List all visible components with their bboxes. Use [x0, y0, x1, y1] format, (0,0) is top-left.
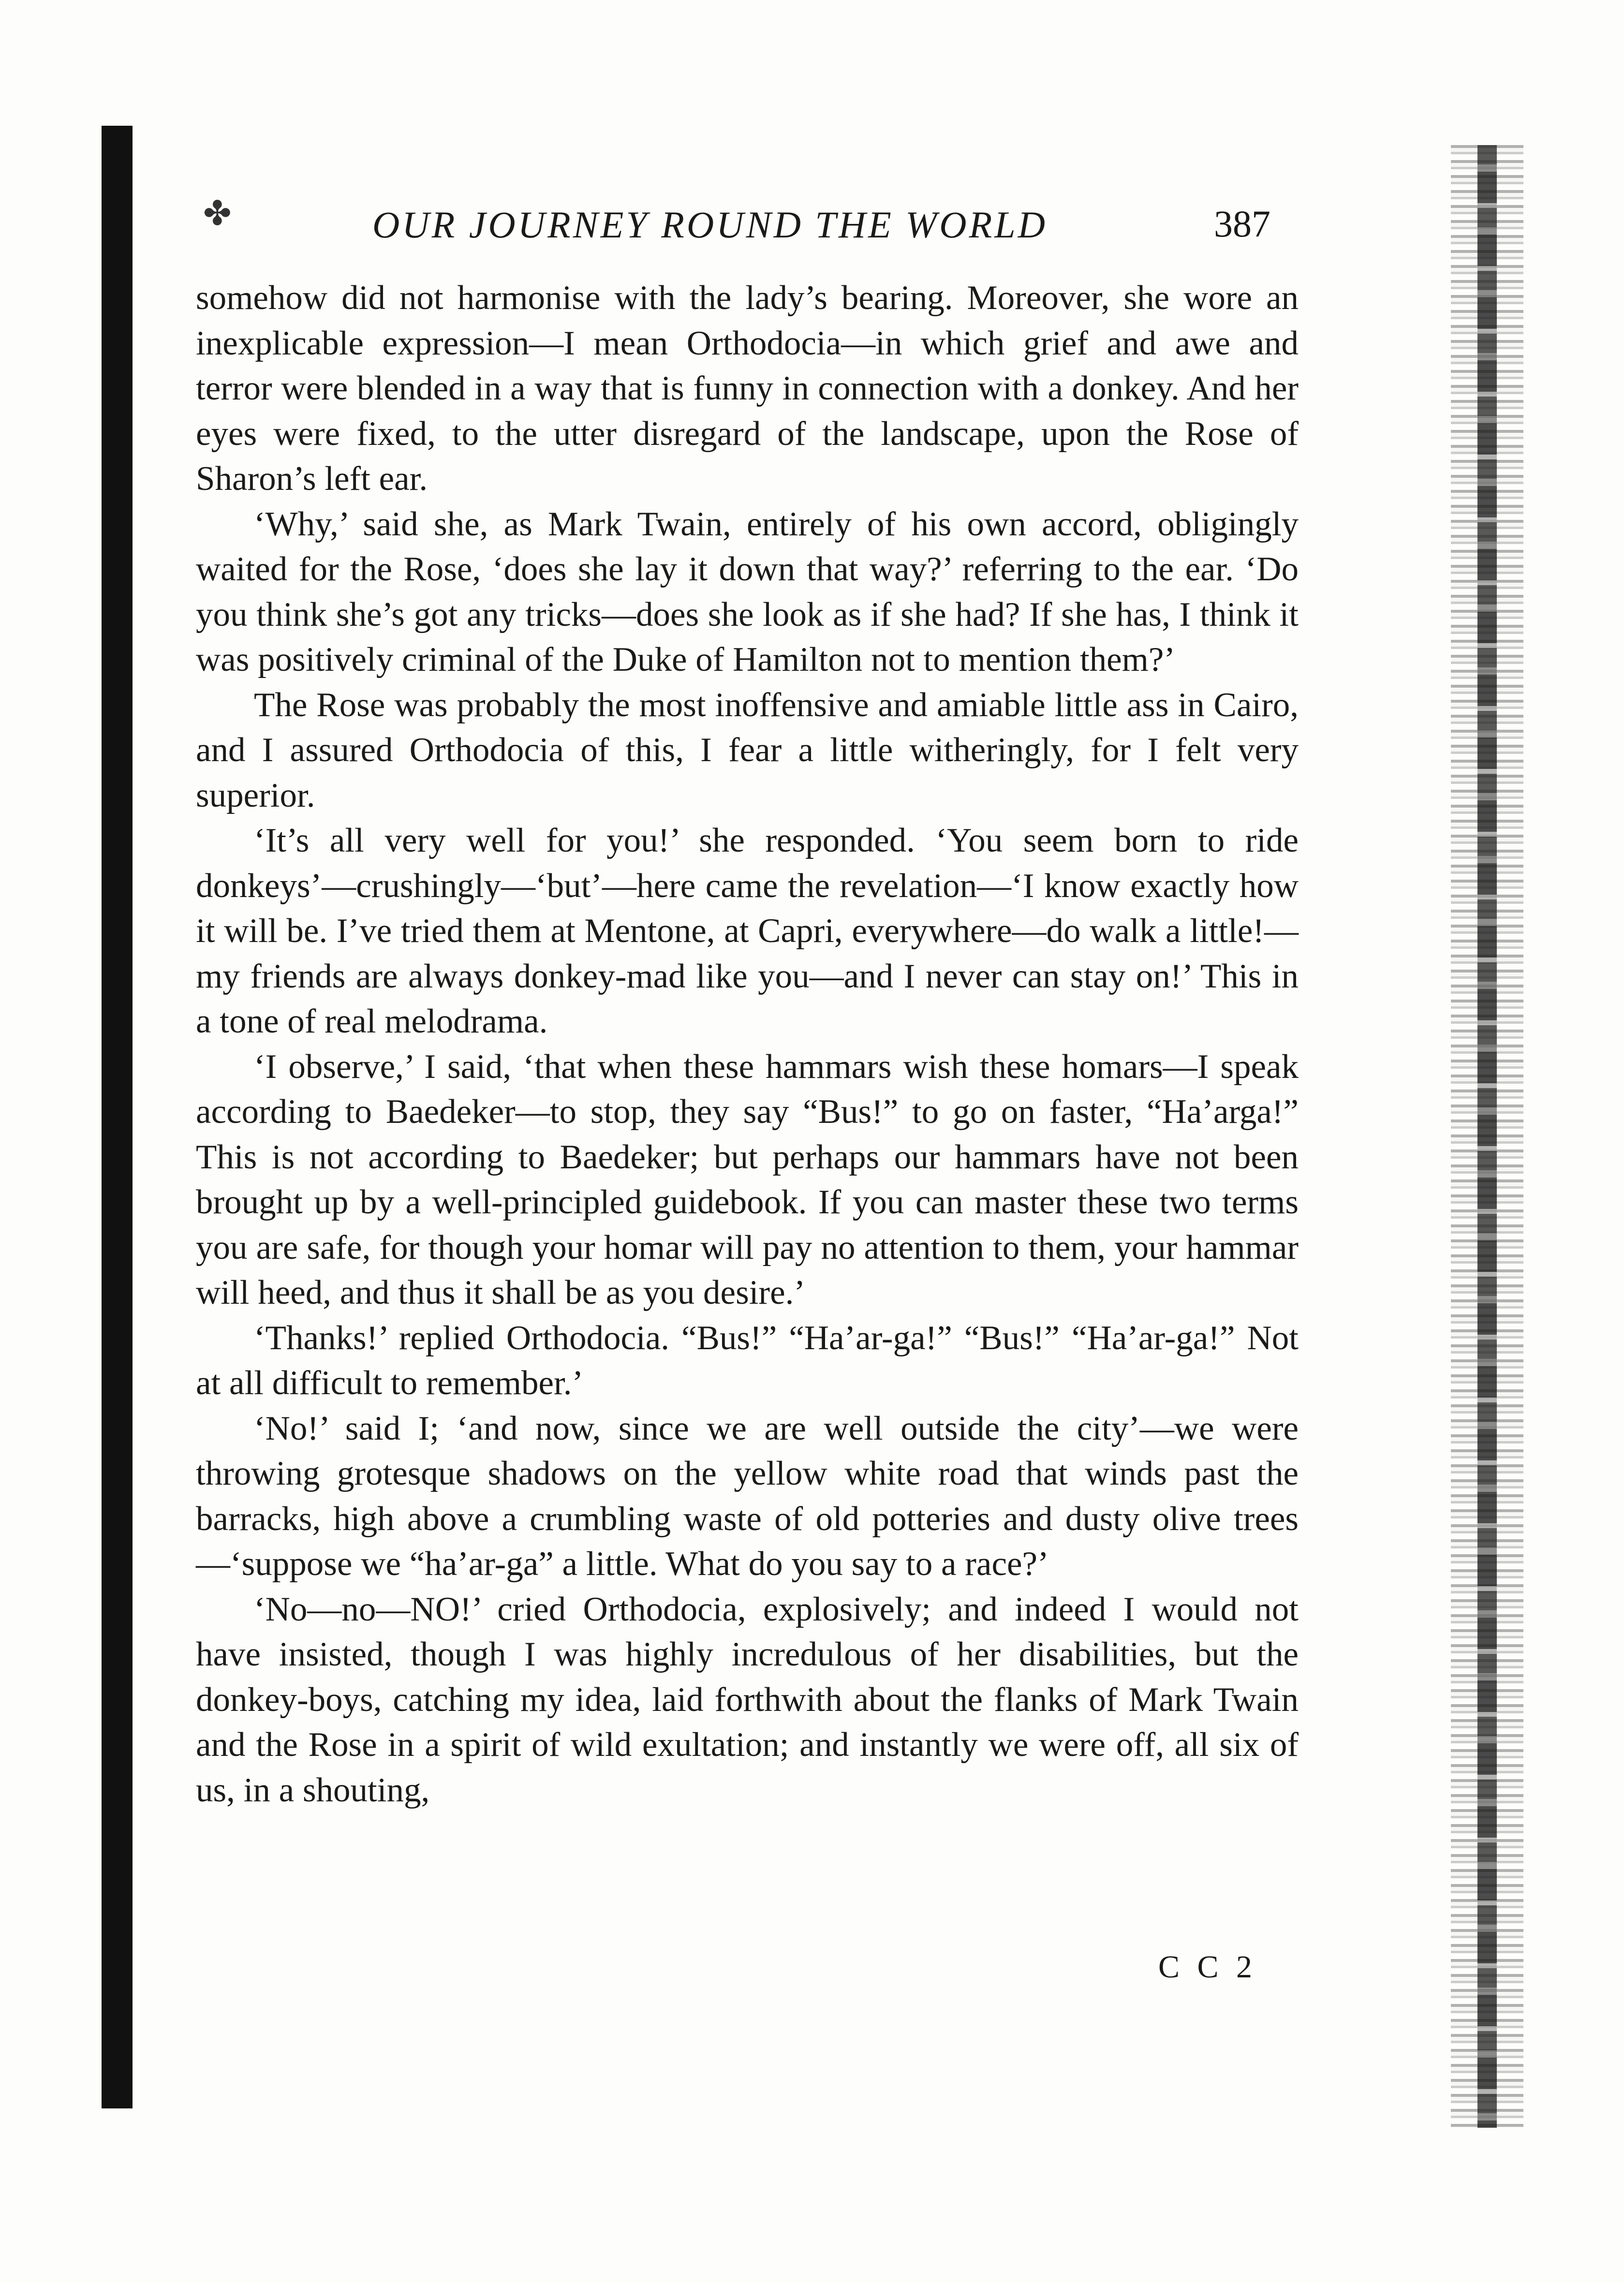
paragraph: somehow did not harmonise with the lady’s bearing. Moreover, she wore an inexplicable expression—I mean Orthodocia—in which grief and awe and terror were blended in a way that is funny in connection with a donkey. And her eyes were fixed, to the utter disregard of the landscape, upon the Rose of Sharon’s left ear.	[196, 279, 1299, 498]
paragraph: ‘Thanks!’ replied Orthodocia. “Bus!” “Ha’ar-ga!” “Bus!” “Ha’ar-ga!” Not at all difficult to remember.’	[196, 1319, 1299, 1402]
paragraph: ‘No—no—NO!’ cried Orthodocia, explosively; and indeed I would not have insisted, though I was highly incredulous of her disabilities, but the donkey-boys, catching my idea, laid forthwith about the flanks of Mark Twain and the Rose in a spirit of wild exultation; and instantly we were off, all six of us, in a shouting,	[196, 1590, 1299, 1809]
binding-shadow	[102, 126, 133, 2108]
paragraph: ‘I observe,’ I said, ‘that when these hammars wish these homars—I speak according to Baedeker—to stop, they say “Bus!” to go on faster, “Ha’arga!” This is not according to Baedeker; but perhaps our hammars have not been brought up by a well-principled guidebook. If you can master these two terms you are safe, for though your homar will pay no attention to them, your hammar will heed, and thus it shall be as you desire.’	[196, 1047, 1299, 1311]
paragraph: ‘It’s all very well for you!’ she responded. ‘You seem born to ride donkeys’—crushingly—‘but’—here came the revelation—‘I know exactly how it will be. I’ve tried them at Mentone, at Capri, everywhere—do walk a little!—my friends are always donkey-mad like you—and I never can stay on!’ This in a tone of real melodrama.	[196, 822, 1299, 1040]
ornament-glyph: ✤	[203, 195, 232, 233]
signature-mark: C C 2	[1158, 1949, 1257, 1985]
paragraph: The Rose was probably the most inoffensive and amiable little ass in Cairo, and I assured Orthodocia of this, I fear a little witheringly, for I felt very superior.	[196, 686, 1299, 814]
paragraph: ‘Why,’ said she, as Mark Twain, entirely of his own accord, obligingly waited for the Rose, ‘does she lay it down that way?’ referring to the ear. ‘Do you think she’s got any tricks—does she look as if she had? If she has, I think it was positively criminal of the Duke of Hamilton not to mention them?’	[196, 505, 1299, 678]
scan-edge-strip	[1477, 145, 1497, 2128]
paragraph: ‘No!’ said I; ‘and now, since we are well outside the city’—we were throwing grotesque shadows on the yellow white road that winds past the barracks, high above a crumbling waste of old potteries and dusty olive trees—‘suppose we “ha’ar-ga” a little. What do you say to a race?’	[196, 1409, 1299, 1583]
running-head-title: OUR JOURNEY ROUND THE WORLD	[372, 204, 1048, 246]
page-number: 387	[1214, 203, 1270, 245]
body-text	[196, 276, 1299, 1813]
